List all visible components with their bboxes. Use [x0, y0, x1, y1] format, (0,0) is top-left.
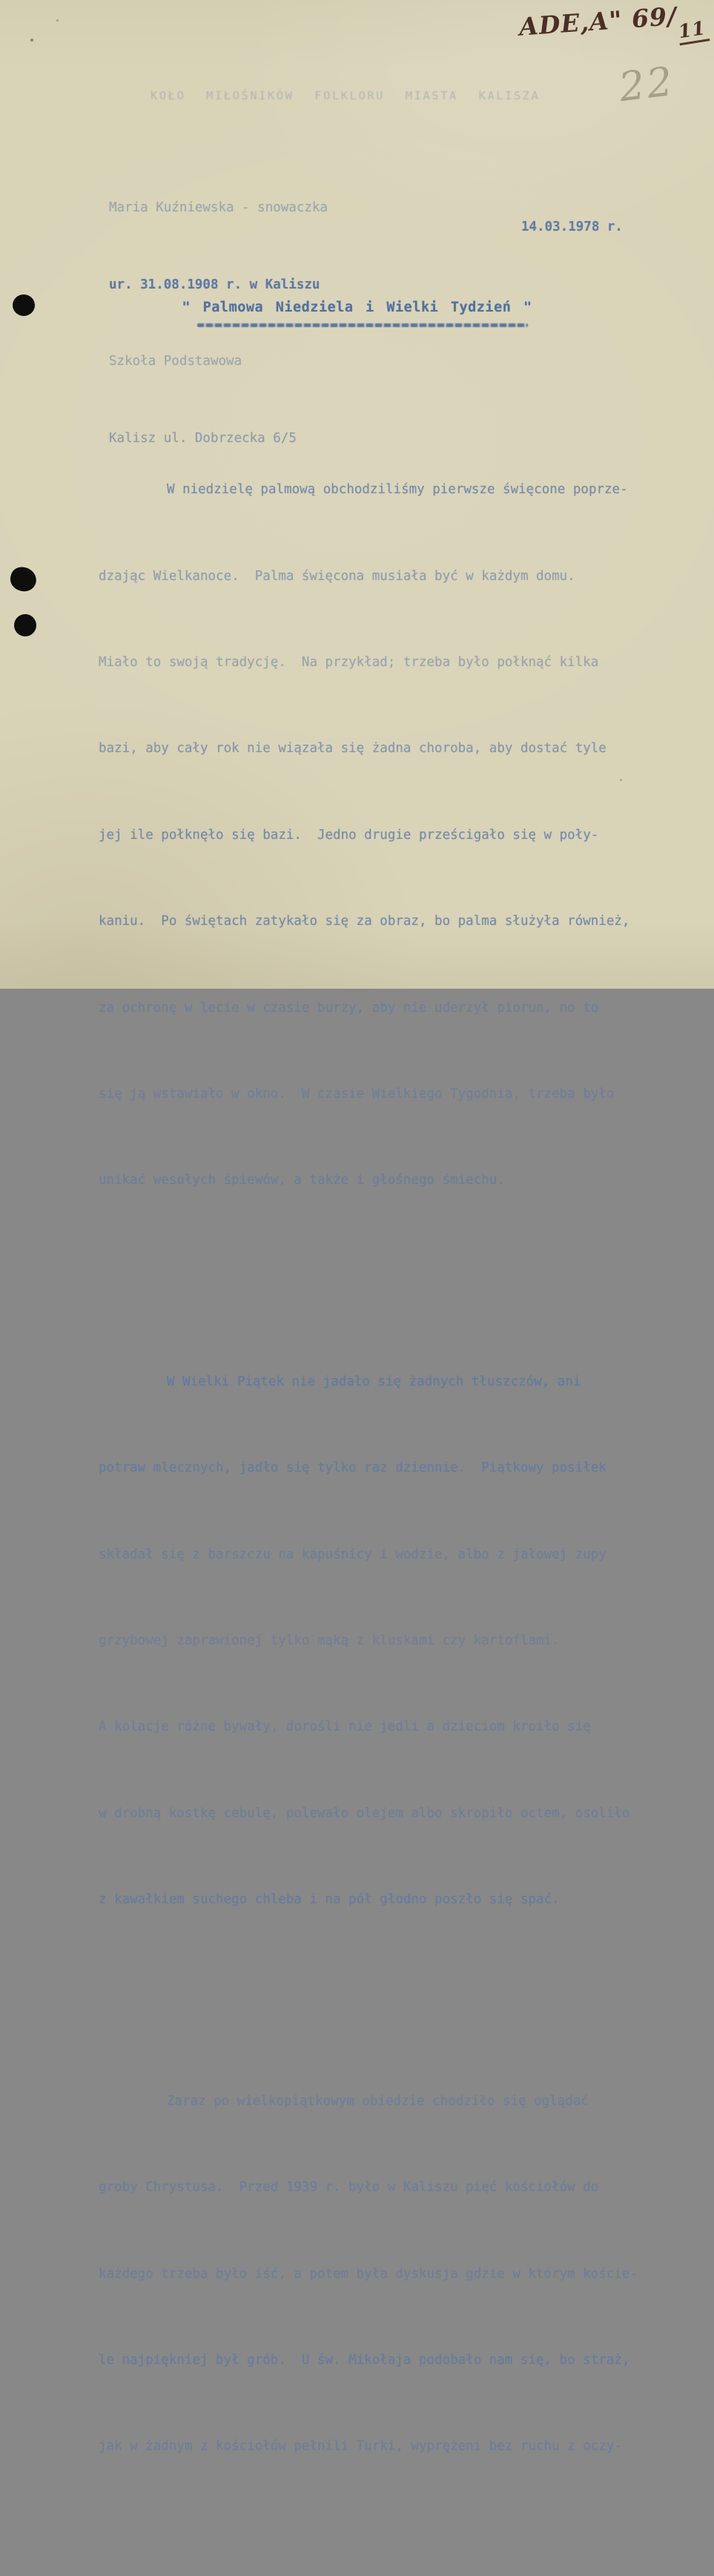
typed-line: unikać wesołych śpiewów, a także i głośnego śmiechu. [99, 1173, 505, 1188]
typed-line: kaniu. Po świętach zatykało się za obraz, bo palma służyła również, [99, 914, 630, 929]
typed-line: każdego trzeba było iść, a potem była dyskusja gdzie w którym koście- [99, 2266, 638, 2282]
typed-line: dzając Wielkanoce. Palma święcona musiała być w każdym domu. [99, 568, 575, 584]
paragraph [99, 418, 640, 1253]
typed-line: grzybowej zaprawionej tylko mąką z kluskami czy kartoflami. [99, 1633, 560, 1649]
archival-reference-main: ADE,A" 69/ [518, 1, 678, 42]
typed-line: groby Chrystusa. Przed 1939 r. było w Kaliszu pięć kościołów do [99, 2180, 599, 2195]
essay-body [99, 360, 640, 2576]
typed-line: z kawałkiem suchego chleba i na pół głodno poszło się spać. [99, 1892, 560, 1908]
typed-line: potraw mlecznych, jadło się tylko raz dziennie. Piątkowy posiłek [99, 1460, 606, 1476]
author-school-line: Szkoła Podstawowa [109, 354, 242, 369]
paper-speck [30, 39, 33, 42]
pencil-page-number: 22 [616, 57, 678, 111]
essay-title: " Palmowa Niedziela i Wielki Tydzień " [182, 300, 532, 315]
typed-line: Zaraz po wielkopiątkowym obiedzie chodziło się oglądać [167, 2093, 589, 2109]
document-date: 14.03.1978 r. [521, 220, 623, 234]
punch-hole [8, 564, 39, 594]
paragraph [99, 1310, 640, 1971]
handwritten-archival-reference [518, 0, 705, 43]
punch-hole [14, 614, 36, 636]
typed-line: W Wielki Piątek nie jadało się żadnych tłuszczów, ani [167, 1374, 581, 1389]
typed-line: le najpiękniej był grób. U św. Mikołaja podobało nam się, bo straż, [99, 2352, 630, 2368]
paper-speck [56, 19, 59, 22]
typed-line: Miało to swoją tradycję. Na przykład; trzeba było połknąć kilka [99, 654, 599, 670]
typed-line: jej ile połknęło się bazi. Jedno drugie prześcigało się w poły- [99, 827, 599, 843]
typed-line: za ochronę w lecie w czasie burzy, aby nie uderzył piorun, no to [99, 1000, 599, 1015]
typed-line: W niedzielę palmową obchodziliśmy pierwsze święcone poprze- [167, 482, 628, 498]
author-name-line: Maria Kuźniewska - snowaczka [109, 200, 328, 215]
organization-header: KOŁO MIŁOŚNIKÓW FOLKLORU MIASTA KALISZA [151, 89, 541, 102]
typed-line: się ją wstawiało w okno. W czasie Wielkiego Tygodnia, trzeba było [99, 1086, 615, 1101]
title-underline [197, 323, 528, 327]
author-address-line: Kalisz ul. Dobrzecka 6/5 [109, 430, 297, 446]
typed-line: bazi, aby cały rok nie wiązała się żadna choroba, aby dostać tyle [99, 741, 606, 757]
punch-hole [13, 294, 35, 316]
typed-line: składał się z barszczu na kapuśnicy i wodzie, albo z jałowej zupy [99, 1546, 606, 1562]
typed-line: A kolacje różne bywały, dorośli nie jedli a dzieciom kroiło się [99, 1719, 591, 1735]
paragraph [99, 2029, 640, 2519]
author-birth-line: ur. 31.08.1908 r. w Kaliszu [109, 277, 320, 292]
typed-line: w drobną kostkę cebulę, polewało olejem albo skropiło octem, osoliło [99, 1805, 630, 1821]
typed-line: jak w żadnym z kościołów pełnili Turki, wyprężeni bez ruchu z oczy- [99, 2439, 622, 2454]
archival-reference-subnumber: 11 [676, 16, 710, 45]
